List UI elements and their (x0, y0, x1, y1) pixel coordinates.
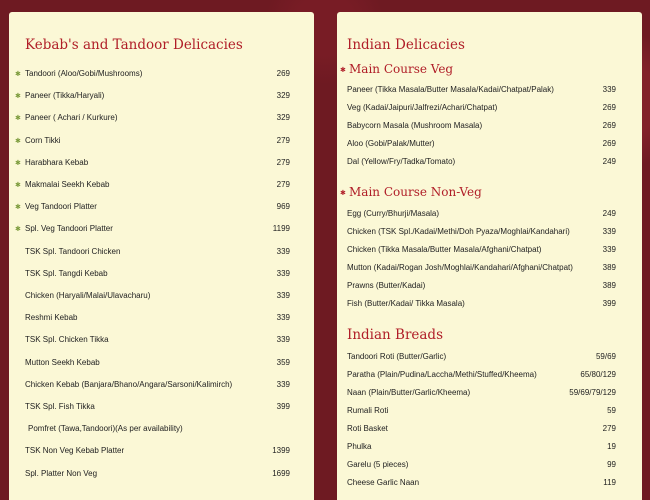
veg-star-icon: ✱ (15, 182, 21, 189)
nonveg-heading-bullet-icon: ✱ (340, 190, 346, 197)
menu-item-name: Reshmi Kebab (25, 313, 78, 323)
menu-item-name: Roti Basket (347, 424, 388, 433)
menu-item-name: Rumali Roti (347, 406, 389, 415)
menu-item-name: Prawns (Butter/Kadai) (347, 281, 426, 290)
menu-item-price: 969 (276, 202, 290, 212)
indian-delicacies-title: Indian Delicacies (347, 37, 465, 53)
menu-item-price: 329 (276, 113, 290, 123)
menu-item-name: Chicken Kebab (Banjara/Bhano/Angara/Sarsoni/Kalimirch) (25, 379, 233, 389)
menu-item-price: 339 (276, 246, 290, 256)
menu-item-price: 399 (602, 299, 616, 308)
menu-item-price: 269 (602, 139, 616, 148)
kebab-section-title: Kebab's and Tandoor Delicacies (25, 37, 243, 53)
menu-item-name: Mutton (Kadai/Rogan Josh/Moghlai/Kandahari/Afghani/Chatpat) (347, 263, 573, 272)
menu-item-name: Dal (Yellow/Fry/Tadka/Tomato) (347, 157, 456, 166)
menu-item-name: Harabhara Kebab (25, 157, 89, 167)
indian-breads-title: Indian Breads (347, 327, 444, 343)
menu-item-name: Phulka (347, 442, 372, 451)
veg-star-icon: ✱ (15, 137, 21, 145)
main-course-veg-title: Main Course Veg (349, 62, 454, 76)
menu-item-name: Paneer (Tikka/Haryali) (25, 91, 105, 101)
menu-item-price: 279 (602, 424, 616, 433)
veg-star-icon: ✱ (15, 204, 21, 212)
menu-item-price: 59/69/79/129 (569, 388, 616, 397)
menu-item-price: 279 (276, 180, 290, 189)
menu-item-price: 1399 (272, 446, 290, 456)
veg-heading-bullet-icon: ✱ (340, 67, 346, 74)
menu-item-price: 279 (276, 157, 290, 167)
menu-item-price: 339 (602, 85, 616, 94)
veg-star-icon: ✱ (15, 159, 21, 167)
menu-item-name: Chicken (TSK Spl./Kadai/Methi/Doh Pyaza/Moghlai/Kandahari) (347, 227, 570, 236)
menu-item-price: 65/80/129 (580, 370, 616, 379)
menu-item-price: 339 (276, 268, 290, 278)
menu-item-name: Aloo (Gobi/Palak/Mutter) (347, 139, 435, 148)
menu-item-name: Garelu (5 pieces) (347, 460, 409, 469)
menu-item-price: 1199 (272, 224, 290, 234)
menu-item-name: Naan (Plain/Butter/Garlic/Kheema) (347, 388, 471, 397)
menu-item-price: 339 (276, 335, 290, 345)
menu-item-name: TSK Spl. Tangdi Kebab (25, 268, 108, 278)
menu-item-price: 269 (602, 121, 616, 130)
menu-item-price: 339 (602, 245, 616, 254)
menu-item-name: Pomfret (Tawa,Tandoori)(As per availability) (28, 424, 183, 434)
menu-item-name: TSK Non Veg Kebab Platter (25, 446, 125, 456)
menu-item-price: 269 (276, 69, 290, 78)
menu-item-price: 399 (276, 402, 290, 411)
main-course-nonveg-title: Main Course Non-Veg (349, 185, 482, 199)
menu-item-price: 99 (607, 460, 616, 469)
veg-star-icon: ✱ (15, 71, 21, 78)
menu-item-name: Spl. Platter Non Veg (25, 468, 98, 478)
menu-item-name: TSK Spl. Tandoori Chicken (25, 246, 121, 256)
menu-item-price: 359 (276, 357, 290, 367)
menu-item-name: Chicken (Tikka Masala/Butter Masala/Afghani/Chatpat) (347, 245, 542, 254)
menu-item-name: Paneer (Tikka Masala/Butter Masala/Kadai/Chatpat/Palak) (347, 85, 554, 94)
menu-item-name: Chicken (Haryali/Malai/Ulavacharu) (25, 291, 151, 300)
menu-item-name: Egg (Curry/Bhurji/Masala) (347, 209, 440, 218)
menu-item-price: 389 (602, 263, 616, 272)
menu-item-name: Mutton Seekh Kebab (25, 357, 100, 367)
menu-item-price: 269 (602, 103, 616, 112)
menu-item-price: 339 (602, 227, 616, 236)
menu-item-name: Cheese Garlic Naan (347, 478, 420, 487)
left-menu-panel (9, 12, 314, 500)
menu-item-name: TSK Spl. Fish Tikka (25, 402, 95, 411)
menu-item-name: Corn Tikki (25, 135, 61, 145)
menu-item-price: 1699 (272, 468, 290, 478)
menu-item-name: Fish (Butter/Kadai/ Tikka Masala) (347, 299, 465, 308)
veg-star-icon: ✱ (15, 226, 21, 234)
veg-star-icon: ✱ (15, 93, 21, 101)
menu-item-name: Babycorn Masala (Mushroom Masala) (347, 121, 483, 130)
menu-item-price: 339 (276, 291, 290, 300)
menu-item-price: 249 (602, 157, 616, 166)
menu-item-name: Paneer ( Achari / Kurkure) (25, 113, 118, 123)
menu-item-price: 249 (602, 209, 616, 218)
menu-item-price: 339 (276, 379, 290, 389)
menu-item-name: Tandoori Roti (Butter/Garlic) (347, 352, 447, 361)
menu-item-price: 19 (607, 442, 616, 451)
menu-item-name: Spl. Veg Tandoori Platter (25, 224, 113, 234)
right-menu-panel (337, 12, 642, 500)
menu-item-price: 59 (607, 406, 616, 415)
menu-item-name: Tandoori (Aloo/Gobi/Mushrooms) (25, 69, 143, 78)
menu-item-price: 389 (602, 281, 616, 290)
menu-item-price: 59/69 (595, 352, 616, 361)
menu-item-name: Veg Tandoori Platter (25, 202, 97, 212)
menu-item-price: 329 (276, 91, 290, 101)
menu-item-name: Paratha (Plain/Pudina/Laccha/Methi/Stuffed/Kheema) (347, 370, 537, 379)
veg-star-icon: ✱ (15, 115, 21, 123)
menu-item-name: TSK Spl. Chicken Tikka (25, 335, 109, 345)
menu-item-price: 279 (276, 135, 290, 145)
menu-item-name: Makmalai Seekh Kebab (25, 180, 110, 189)
menu-item-price: 119 (603, 478, 616, 487)
menu-item-price: 339 (276, 313, 290, 323)
menu-item-name: Veg (Kadai/Jaipuri/Jalfrezi/Achari/Chatpat) (347, 103, 498, 112)
